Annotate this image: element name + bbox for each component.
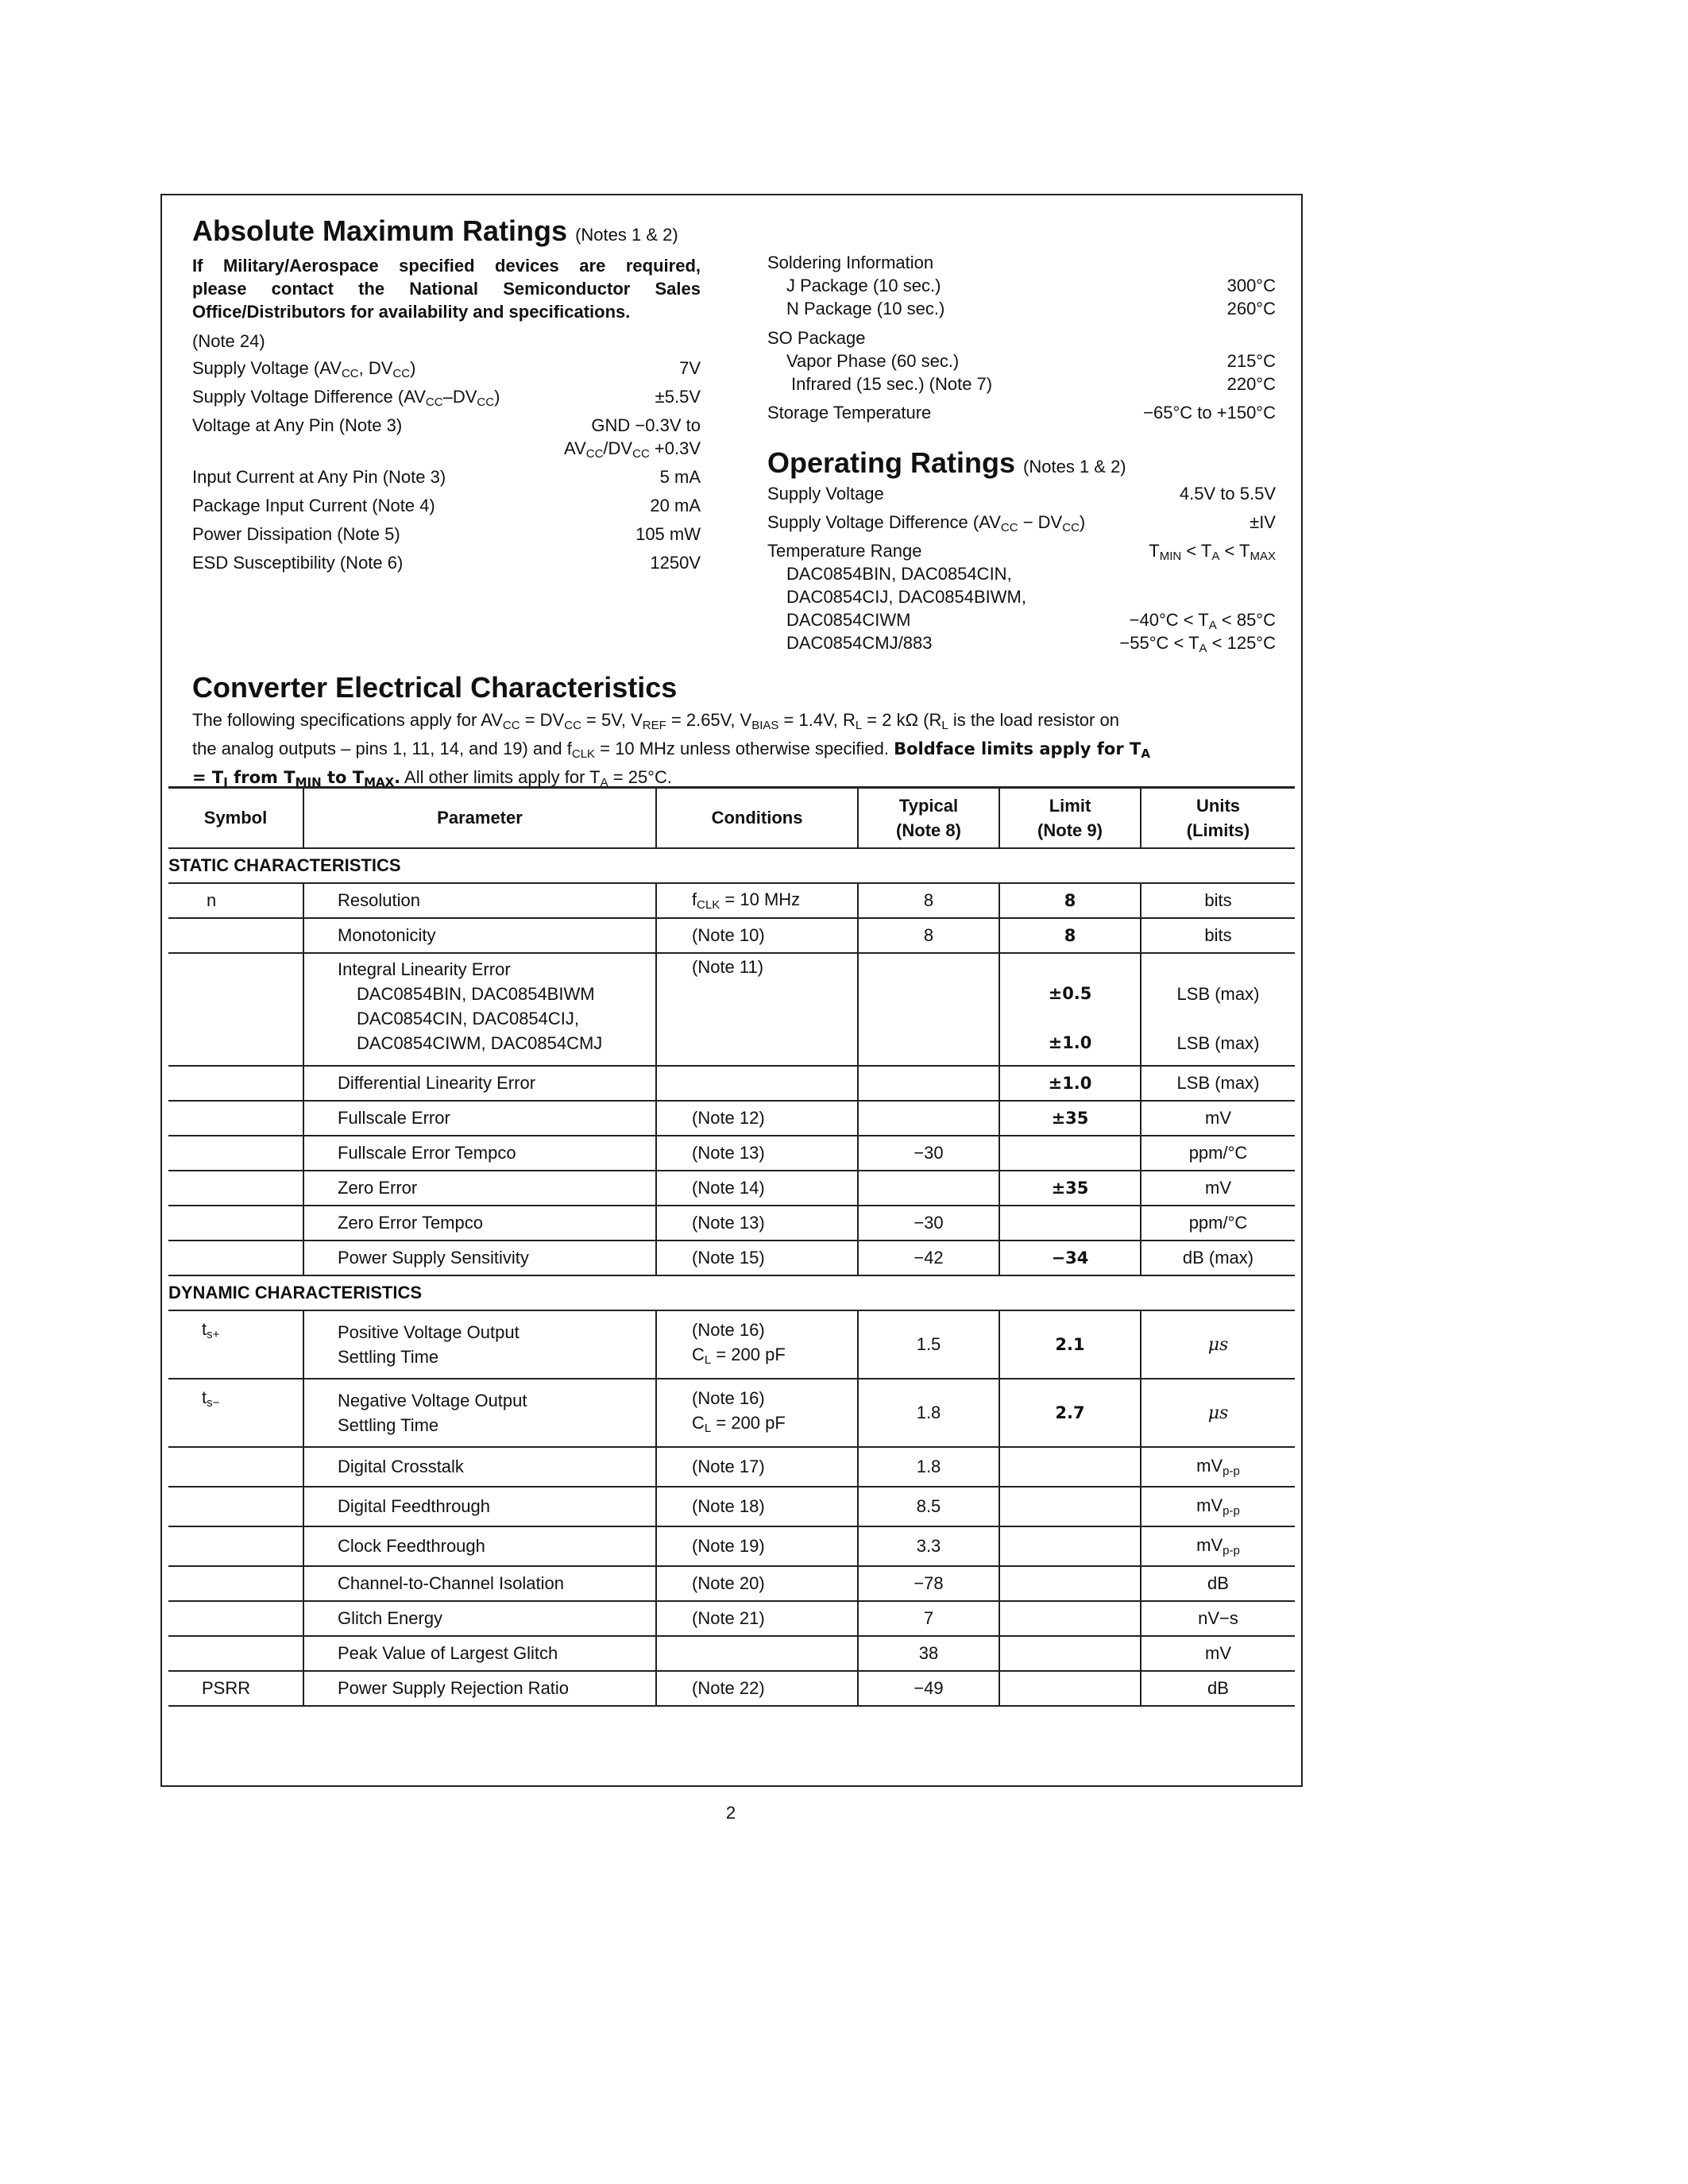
- warning-line-2: please contact the National Semiconductor Sales: [192, 279, 701, 299]
- voltage-any-pin-row: [192, 413, 701, 465]
- op-ratings-notes: (Notes 1 & 2): [1023, 457, 1126, 477]
- cell-conditions: (Note 15): [656, 1241, 858, 1275]
- abs-max-title: [192, 214, 678, 248]
- cell-conditions: (Note 16) $C_L = 200$ pF: [656, 1310, 858, 1379]
- cell-symbol: $t_{s-}$: [168, 1379, 303, 1447]
- cell-conditions: (Note 10): [656, 918, 858, 953]
- cell-parameter: Monotonicity: [303, 918, 656, 953]
- header-units: Units (Limits): [1141, 788, 1295, 849]
- table-row: [168, 1066, 1295, 1101]
- cell-units: $mV_{p-p}$: [1141, 1487, 1295, 1526]
- cell-typical: −78: [858, 1566, 999, 1601]
- table-row: [168, 1101, 1295, 1136]
- cell-parameter: Clock Feedthrough: [303, 1526, 656, 1566]
- package-current-value: 20 mA: [650, 496, 701, 515]
- intro-line-1: The following specifications apply for $AV_{CC} = DV_{CC} = 5V$, $V_{REF} = 2.65V$, $V_{BIAS} = 1.4V$, $R_L = 2$ kΩ ($R_L$ is the load resistor on: [192, 710, 1119, 732]
- cell-symbol: [168, 1566, 303, 1601]
- cell-parameter: Fullscale Error: [303, 1101, 656, 1136]
- table-row: [168, 918, 1295, 953]
- cell-units: $mV_{p-p}$: [1141, 1447, 1295, 1487]
- cell-limit: 8: [999, 918, 1141, 953]
- cell-conditions: (Note 18): [656, 1487, 858, 1526]
- cell-conditions: (Note 13): [656, 1136, 858, 1171]
- table-row: [168, 1136, 1295, 1171]
- abs-max-title-text: Absolute Maximum Ratings: [192, 214, 568, 247]
- vapor-value: 215°C: [1226, 351, 1276, 371]
- esd-row: [192, 550, 701, 579]
- cell-typical: 7: [858, 1601, 999, 1636]
- op-ratings-title-text: Operating Ratings: [767, 446, 1016, 479]
- cell-typical: 8.5: [858, 1487, 999, 1526]
- note-24: (Note 24): [192, 331, 265, 351]
- header-symbol: Symbol: [168, 788, 303, 849]
- cell-typical: [858, 1066, 999, 1101]
- voltage-any-pin-value-1: GND −0.3V to: [591, 415, 701, 435]
- cell-conditions: (Note 12): [656, 1101, 858, 1136]
- cell-symbol: [168, 953, 303, 1066]
- cell-parameter: Channel-to-Channel Isolation: [303, 1566, 656, 1601]
- cell-units: $mV_{p-p}$: [1141, 1526, 1295, 1566]
- cell-units: nV−s: [1141, 1601, 1295, 1636]
- dynamic-group-row: [168, 1275, 1295, 1310]
- n-package-label: N Package (10 sec.): [786, 299, 945, 318]
- table-row: [168, 1447, 1295, 1487]
- supply-voltage-value: 7V: [679, 358, 701, 378]
- cell-limit: [999, 1487, 1141, 1526]
- table-row: [168, 1601, 1295, 1636]
- cell-units: μs: [1141, 1379, 1295, 1447]
- cell-typical: −42: [858, 1241, 999, 1275]
- intro-line-3: = $T_J$ from $T_{MIN}$ to $T_{MAX}$. All other limits apply for $T_A = 25^\circ C$.: [192, 767, 672, 789]
- electrical-characteristics-table: [168, 786, 1295, 1707]
- cell-typical: 38: [858, 1636, 999, 1671]
- power-diss-value: 105 mW: [635, 524, 701, 544]
- cell-symbol: [168, 1447, 303, 1487]
- voltage-any-pin-label: Voltage at Any Pin (Note 3): [192, 415, 403, 435]
- op-supply-value: 4.5V to 5.5V: [1179, 484, 1276, 504]
- cell-units: bits: [1141, 918, 1295, 953]
- table-row: [168, 1487, 1295, 1526]
- cell-limit: [999, 1636, 1141, 1671]
- cell-parameter: Negative Voltage Output Settling Time: [303, 1379, 656, 1447]
- soldering-header: Soldering Information: [767, 253, 934, 272]
- cell-typical: [858, 1101, 999, 1136]
- infrared-label: Infrared (15 sec.) (Note 7): [791, 374, 993, 394]
- abs-max-notes: (Notes 1 & 2): [575, 225, 678, 245]
- header-parameter: Parameter: [303, 788, 656, 849]
- cell-conditions: (Note 16) $C_L = 200$ pF: [656, 1379, 858, 1447]
- vapor-row: [767, 351, 1276, 374]
- storage-row: [767, 403, 1276, 426]
- op-dev2-row: [767, 587, 1276, 610]
- soldering-list: [767, 253, 1276, 426]
- cell-units: dB (max): [1141, 1241, 1295, 1275]
- supply-diff-row: [192, 384, 701, 413]
- cell-limit: [999, 1601, 1141, 1636]
- header-conditions: Conditions: [656, 788, 858, 849]
- cell-typical: [858, 953, 999, 1066]
- abs-max-list: [192, 356, 701, 579]
- cell-typical: [858, 1171, 999, 1206]
- op-dev3-value: $-40^\circ C < T_A < 85^\circ C$: [1129, 610, 1276, 632]
- cell-typical: 3.3: [858, 1526, 999, 1566]
- intro-line-2: the analog outputs – pins 1, 11, 14, and 19) and $f_{CLK} = 10$ MHz unless otherwise specified. Boldface limits apply for $T_A$: [192, 739, 1150, 761]
- package-current-label: Package Input Current (Note 4): [192, 496, 435, 515]
- cell-limit: −34: [999, 1241, 1141, 1275]
- vapor-label: Vapor Phase (60 sec.): [786, 351, 960, 371]
- op-temp-value: $T_{MIN} < T_A < T_{MAX}$: [1149, 541, 1276, 563]
- table-row: [168, 1671, 1295, 1706]
- cell-parameter: Power Supply Sensitivity: [303, 1241, 656, 1275]
- cell-symbol: [168, 1526, 303, 1566]
- cell-conditions: (Note 20): [656, 1566, 858, 1601]
- n-package-row: [767, 299, 1276, 328]
- table-row: [168, 1566, 1295, 1601]
- supply-diff-value: ±5.5V: [655, 387, 701, 407]
- cell-parameter: Peak Value of Largest Glitch: [303, 1636, 656, 1671]
- converter-title: Converter Electrical Characteristics: [192, 671, 678, 704]
- cell-conditions: (Note 21): [656, 1601, 858, 1636]
- supply-diff-label: Supply Voltage Difference $(AV_{CC}-DV_{CC})$: [192, 387, 500, 409]
- op-dev4: DAC0854CMJ/883: [786, 633, 933, 653]
- cell-conditions: [656, 1636, 858, 1671]
- infrared-value: 220°C: [1226, 374, 1276, 394]
- cell-limit: 2.7: [999, 1379, 1141, 1447]
- cell-symbol: [168, 1636, 303, 1671]
- cell-symbol: [168, 1241, 303, 1275]
- cell-units: mV: [1141, 1101, 1295, 1136]
- warning-line-1: If Military/Aerospace specified devices are required,: [192, 256, 701, 276]
- so-package-header: SO Package: [767, 328, 866, 348]
- op-supply-row: [767, 484, 1276, 512]
- cell-limit: 2.1: [999, 1310, 1141, 1379]
- table-row: [168, 1241, 1295, 1275]
- supply-voltage-label: Supply Voltage ($AV_{CC}$, $DV_{CC}$): [192, 358, 416, 380]
- cell-units: LSB (max) LSB (max): [1141, 953, 1295, 1066]
- cell-typical: −30: [858, 1206, 999, 1241]
- cell-typical: 1.8: [858, 1447, 999, 1487]
- op-diff-row: [767, 512, 1276, 541]
- infrared-row: [767, 374, 1276, 403]
- cell-units: ppm/°C: [1141, 1136, 1295, 1171]
- table-row: [168, 883, 1295, 918]
- cell-units: LSB (max): [1141, 1066, 1295, 1101]
- package-current-row: [192, 493, 701, 522]
- op-dev3-row: [767, 610, 1276, 633]
- cell-parameter: Digital Feedthrough: [303, 1487, 656, 1526]
- cell-limit: [999, 1447, 1141, 1487]
- cell-limit: [999, 1206, 1141, 1241]
- table-row: [168, 1636, 1295, 1671]
- soldering-header-row: [767, 253, 1276, 276]
- cell-conditions: (Note 14): [656, 1171, 858, 1206]
- cell-limit: 8: [999, 883, 1141, 918]
- op-diff-value: ±IV: [1250, 512, 1276, 532]
- cell-parameter: Differential Linearity Error: [303, 1066, 656, 1101]
- cell-units: bits: [1141, 883, 1295, 918]
- cell-units: mV: [1141, 1171, 1295, 1206]
- op-temp-row: [767, 541, 1276, 564]
- cell-parameter: Resolution: [303, 883, 656, 918]
- op-ratings-list: [767, 484, 1276, 656]
- cell-limit: [999, 1671, 1141, 1706]
- military-warning: [192, 254, 701, 323]
- cell-parameter: Integral Linearity Error DAC0854BIN, DAC0854BIWM DAC0854CIN, DAC0854CIJ, DAC0854CIWM, DAC0854CMJ: [303, 953, 656, 1066]
- header-typical: Typical (Note 8): [858, 788, 999, 849]
- cell-symbol: [168, 1206, 303, 1241]
- cell-typical: 1.5: [858, 1310, 999, 1379]
- table-row: [168, 1526, 1295, 1566]
- esd-label: ESD Susceptibility (Note 6): [192, 553, 404, 573]
- power-diss-label: Power Dissipation (Note 5): [192, 524, 400, 544]
- cell-parameter: Digital Crosstalk: [303, 1447, 656, 1487]
- supply-voltage-row: [192, 356, 701, 384]
- cell-symbol: [168, 1171, 303, 1206]
- static-characteristics-header: STATIC CHARACTERISTICS: [168, 848, 1295, 883]
- op-diff-label: Supply Voltage Difference $(AV_{CC} - DV_{CC})$: [767, 512, 1086, 534]
- j-package-label: J Package (10 sec.): [786, 276, 941, 295]
- input-current-value: 5 mA: [659, 467, 701, 487]
- cell-typical: 8: [858, 883, 999, 918]
- op-dev4-row: [767, 633, 1276, 656]
- cell-symbol: PSRR: [168, 1671, 303, 1706]
- cell-parameter: Zero Error Tempco: [303, 1206, 656, 1241]
- power-diss-row: [192, 522, 701, 550]
- input-current-label: Input Current at Any Pin (Note 3): [192, 467, 446, 487]
- storage-label: Storage Temperature: [767, 403, 932, 423]
- cell-parameter: Power Supply Rejection Ratio: [303, 1671, 656, 1706]
- cell-parameter: Zero Error: [303, 1171, 656, 1206]
- cell-symbol: n: [168, 883, 303, 918]
- op-dev1-row: [767, 564, 1276, 587]
- cell-parameter: Positive Voltage Output Settling Time: [303, 1310, 656, 1379]
- cell-symbol: [168, 1066, 303, 1101]
- so-package-row: [767, 328, 1276, 351]
- cell-conditions: [656, 1066, 858, 1101]
- cell-limit: ±35: [999, 1101, 1141, 1136]
- esd-value: 1250V: [650, 553, 701, 573]
- j-package-value: 300°C: [1226, 276, 1276, 295]
- cell-conditions: $f_{CLK} = 10$ MHz: [656, 883, 858, 918]
- cell-limit: [999, 1566, 1141, 1601]
- cell-limit: ±1.0: [999, 1066, 1141, 1101]
- table-row: [168, 1379, 1295, 1447]
- cell-typical: 1.8: [858, 1379, 999, 1447]
- op-supply-label: Supply Voltage: [767, 484, 884, 504]
- converter-intro: [192, 708, 1269, 794]
- table-row: [168, 1171, 1295, 1206]
- cell-limit: ±0.5 ±1.0: [999, 953, 1141, 1066]
- table-row: [168, 1310, 1295, 1379]
- cell-units: dB: [1141, 1566, 1295, 1601]
- cell-conditions: (Note 11): [656, 953, 858, 1066]
- cell-units: dB: [1141, 1671, 1295, 1706]
- cell-symbol: [168, 1136, 303, 1171]
- cell-symbol: [168, 1601, 303, 1636]
- cell-units: ppm/°C: [1141, 1206, 1295, 1241]
- j-package-row: [767, 276, 1276, 299]
- storage-value: −65°C to +150°C: [1143, 403, 1276, 423]
- op-dev1: DAC0854BIN, DAC0854CIN,: [786, 564, 1012, 584]
- dynamic-characteristics-header: DYNAMIC CHARACTERISTICS: [168, 1275, 1295, 1310]
- voltage-any-pin-value-2: $AV_{CC}/DV_{CC} +0.3V$: [564, 438, 701, 461]
- op-dev3: DAC0854CIWM: [786, 610, 911, 630]
- cell-symbol: $t_{s+}$: [168, 1310, 303, 1379]
- cell-conditions: (Note 22): [656, 1671, 858, 1706]
- header-limit: Limit (Note 9): [999, 788, 1141, 849]
- cell-parameter: Glitch Energy: [303, 1601, 656, 1636]
- cell-conditions: (Note 19): [656, 1526, 858, 1566]
- static-group-row: [168, 848, 1295, 883]
- cell-units: μs: [1141, 1310, 1295, 1379]
- cell-typical: −49: [858, 1671, 999, 1706]
- table-header-row: [168, 788, 1295, 849]
- input-current-row: [192, 465, 701, 493]
- op-dev2: DAC0854CIJ, DAC0854BIWM,: [786, 587, 1026, 607]
- cell-typical: −30: [858, 1136, 999, 1171]
- table-row: [168, 953, 1295, 1066]
- n-package-value: 260°C: [1226, 299, 1276, 318]
- op-temp-label: Temperature Range: [767, 541, 922, 561]
- cell-limit: [999, 1136, 1141, 1171]
- warning-line-3: Office/Distributors for availability and specifications.: [192, 302, 631, 322]
- op-ratings-title: [767, 446, 1126, 480]
- cell-units: mV: [1141, 1636, 1295, 1671]
- cell-symbol: [168, 918, 303, 953]
- op-dev4-value: $-55^\circ C < T_A < 125^\circ C$: [1119, 633, 1276, 655]
- page-number: 2: [725, 1803, 736, 1823]
- table-row: [168, 1206, 1295, 1241]
- cell-conditions: (Note 17): [656, 1447, 858, 1487]
- cell-limit: ±35: [999, 1171, 1141, 1206]
- cell-typical: 8: [858, 918, 999, 953]
- cell-parameter: Fullscale Error Tempco: [303, 1136, 656, 1171]
- cell-symbol: [168, 1487, 303, 1526]
- cell-conditions: (Note 13): [656, 1206, 858, 1241]
- cell-symbol: [168, 1101, 303, 1136]
- cell-limit: [999, 1526, 1141, 1566]
